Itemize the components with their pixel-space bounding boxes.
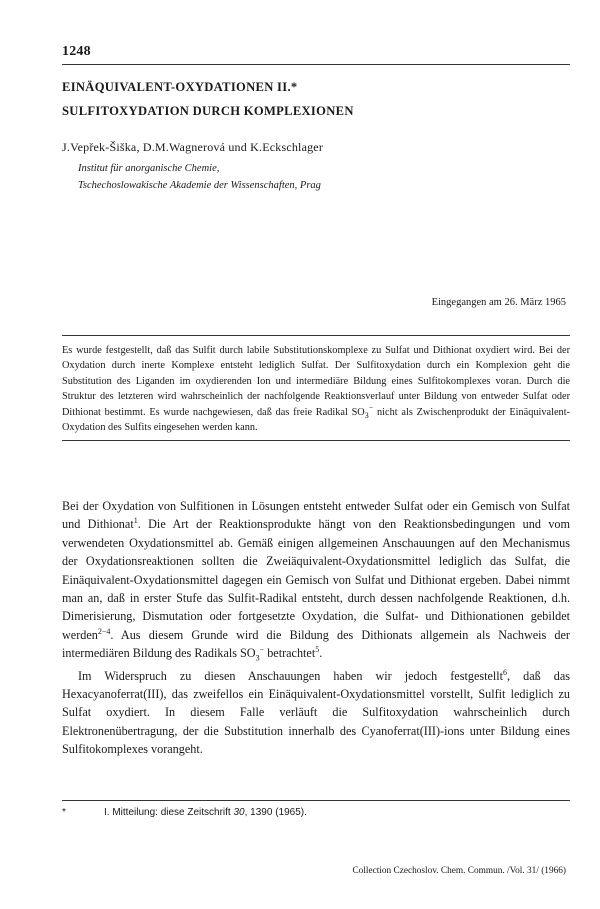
paragraph-1-text-c: . Aus diesem Grunde wird die Bildung des Dithionats allgemein als Nachweis der intermediären Bildung des Radikals SO: [62, 627, 570, 661]
authors: J.Vepřek-Šiška, D.M.Wagnerová und K.Eckschlager: [62, 140, 324, 154]
body-text: [62, 497, 570, 759]
body-so3-superscript: −: [259, 645, 265, 655]
footnote: [62, 807, 570, 818]
paragraph-1-text-a: Bei der Oxydation von Sulfitionen in Lösungen entsteht entweder Sulfat oder ein Gemisch von Sulfat und Dithionat: [62, 499, 570, 532]
affiliation-line-1: Institut für anorganische Chemie,: [78, 163, 220, 174]
reference-5: 5: [315, 645, 320, 655]
abstract-so3-superscript: −: [368, 403, 374, 413]
footnote-mark: *: [62, 807, 66, 818]
reference-6: 6: [503, 667, 508, 677]
reference-2-4: 2−4: [97, 626, 111, 636]
abstract-text-1: Es wurde festgestellt, daß das Sulfit durch labile Substitutionskomplexe zu Sulfat und Dithionat oxydiert wird. Bei der Oxydation durch inerte Komplexe entsteht lediglich Sulfat. Der Sulfitoxydation durch ein Komplexion geht die Substitution des Liganden im oxydierenden Ion und intermediäre Bildung eines Sulfitokomplexes voran. Durch die Struktur des letzteren wird wahrscheinlich der nachfolgende Reaktionsverlauf unter Bildung von entweder Sulfat oder Dithionat bestimmt. Es wurde nachgewiesen, daß das freie Radikal SO: [62, 345, 570, 418]
article-title: [62, 75, 570, 123]
received-date: Eingegangen am 26. März 1965: [431, 297, 566, 308]
page-number: 1248: [62, 44, 91, 59]
abstract: [62, 335, 570, 441]
footnote-text-a: I. Mitteilung: diese Zeitschrift: [104, 807, 234, 818]
paragraph-2: [62, 667, 570, 759]
title-line-1: EINÄQUIVALENT-OXYDATIONEN II.*: [62, 80, 298, 94]
reference-1: 1: [133, 516, 138, 526]
title-line-2: SULFITOXYDATION DURCH KOMPLEXIONEN: [62, 104, 354, 118]
body-so3-subscript: 3: [255, 653, 260, 663]
paragraph-1-text-b: . Die Art der Reaktionsprodukte hängt von den Reaktionsbedingungen und vom verwendeten Oxydationsmittel ab. Gemäß einigen allgemeinen Anschauungen auf den Mechanismus der Oxydationsreaktionen sollten die Zweiäquivalent-Oxydationsmittel lediglich das Sulfat, die Einäquivalent-Oxydationsmittel dagegen ein Gemisch von Sulfat und Dithionat ergeben. Dabei nimmt man an, daß in erster Stufe das Sulfit-Radikal entsteht, durch dessen nachfolgende Reaktionen, d.h. Dimerisierung, Dismutation oder fortgesetzte Oxydation, die Sulfat- und Dithionationen gebildet werden: [62, 517, 570, 642]
paragraph-1-text-d: betrachtet: [264, 646, 316, 661]
paragraph-2-text-a: Im Widerspruch zu diesen Anschauungen haben wir jedoch festgestellt: [78, 668, 504, 683]
paragraph-1: [62, 497, 570, 663]
paragraph-1-text-e: .: [319, 646, 323, 661]
footnote-text-b: , 1390 (1965).: [244, 807, 307, 818]
header-rule: [62, 64, 570, 65]
footnote-volume: 30: [233, 807, 245, 818]
affiliation-line-2: Tschechoslowakische Akademie der Wissenschaften, Prag: [78, 180, 321, 191]
affiliation: [78, 160, 558, 194]
abstract-so3-subscript: 3: [364, 410, 369, 420]
abstract-text-2: nicht als Zwischenprodukt der Einäquivalent-Oxydation des Sulfits eingesehen werden kann.: [62, 406, 570, 434]
paragraph-2-text-b: , daß das Hexacyanoferrat(III), das zweifellos ein Einäquivalent-Oxydationsmittel vorstellt, Sulfit lediglich zu Sulfat oxydiert. In diesem Falle verläuft die Sulfitoxydation wahrscheinlich durch Elektronenübertragung, der die Substitution innerhalb des Cyanoferrat(III)-ions unter Bildung eines Sulfitokomplexes vorangeht.: [62, 668, 570, 757]
footnote-rule: [62, 800, 570, 801]
journal-footer: Collection Czechoslov. Chem. Commun. /Vol. 31/ (1966): [352, 866, 566, 876]
